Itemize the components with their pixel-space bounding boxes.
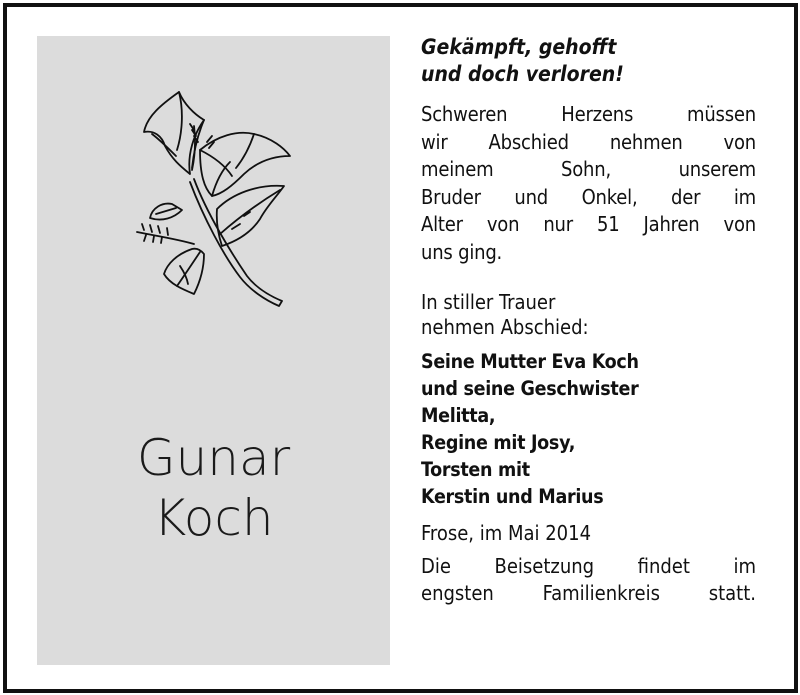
mourning-line: nehmen Abschied: (421, 314, 589, 339)
announcement-line: Alter von nur 51 Jahren von (421, 212, 756, 237)
announcement-paragraph (421, 101, 756, 267)
announcement-line: wir Abschied nehmen von (421, 129, 756, 154)
family-line: und seine Geschwister (421, 376, 639, 400)
family-line: Melitta, (421, 403, 496, 427)
family-line: Seine Mutter Eva Koch (421, 349, 639, 373)
deceased-name (37, 428, 390, 548)
family-line: Torsten mit (421, 457, 530, 481)
funeral-line: engsten Familienkreis statt. (421, 580, 756, 605)
family-line: Regine mit Josy, (421, 430, 576, 454)
name-panel (37, 36, 390, 665)
last-name: Koch (153, 489, 274, 547)
funeral-note (421, 553, 756, 607)
motto (421, 34, 756, 88)
announcement-line: Schweren Herzens müssen (421, 102, 756, 126)
calla-lily-icon (132, 84, 292, 309)
announcement-line: meinem Sohn, unserem (421, 157, 756, 182)
obituary-frame (3, 3, 798, 693)
mourning-line: In stiller Trauer (421, 289, 556, 314)
obituary-text (421, 34, 756, 607)
motto-line: und doch verloren! (421, 62, 624, 86)
family-line: Kerstin und Marius (421, 484, 604, 508)
announcement-line: uns ging. (421, 239, 503, 264)
family-list (421, 348, 756, 510)
motto-line: Gekämpft, gehofft (421, 35, 617, 59)
mourning-note (421, 290, 756, 340)
announcement-line: Bruder und Onkel, der im (421, 184, 756, 209)
place-date: Frose, im Mai 2014 (421, 520, 592, 545)
funeral-line: Die Beisetzung findet im (421, 553, 756, 578)
first-name: Gunar (136, 429, 291, 487)
